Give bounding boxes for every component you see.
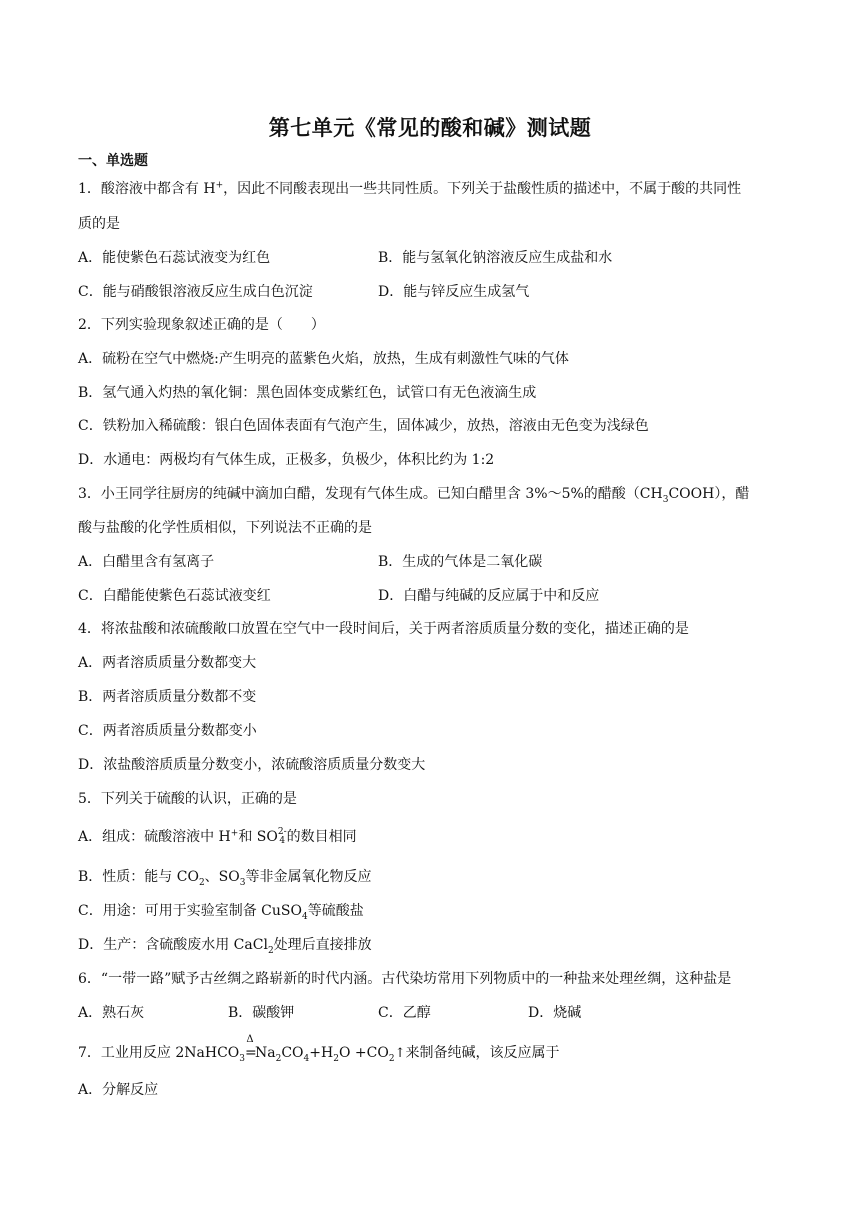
section-heading: 一、单选题 — [78, 153, 148, 169]
question-3-option-c: C．白醋能使紫色石蕊试液变红 — [78, 588, 271, 604]
question-4-option-c: C．两者溶质质量分数都变小 — [78, 723, 257, 739]
question-5-stem: 5．下列关于硫酸的认识，正确的是 — [78, 791, 297, 807]
question-4-option-b: B．两者溶质质量分数都不变 — [78, 689, 257, 705]
question-4-stem: 4．将浓盐酸和浓硫酸敞口放置在空气中一段时间后，关于两者溶质质量分数的变化，描述正确的是 — [78, 621, 689, 637]
question-5-option-a: A．组成：硫酸溶液中 H+和 SO 2- 4 的数目相同 — [78, 827, 357, 846]
question-7-stem: 7．工业用反应 2NaHCO$_3$ Δ $=Na_2CO_4+H_2O$ $+CO_2↑$来制备纯碱，该反应属于 — [78, 1034, 560, 1064]
question-4-option-a: A．两者溶质质量分数都变大 — [78, 655, 257, 671]
question-2-stem: 2．下列实验现象叙述正确的是（ ） — [78, 317, 325, 333]
question-6-stem: 6．“一带一路”赋予古丝绸之路崭新的时代内涵。古代染坊常用下列物质中的一种盐来处理丝绸，这种盐是 — [78, 971, 732, 987]
question-7-option-a: A．分解反应 — [78, 1082, 159, 1098]
question-1-option-c: C．能与硝酸银溶液反应生成白色沉淀 — [78, 284, 313, 300]
question-5-option-d: D．生产：含硫酸废水用 CaCl$_2$处理后直接排放 — [78, 937, 372, 956]
question-6-option-a: A．熟石灰 — [78, 1005, 145, 1021]
question-1-option-a: A．能使紫色石蕊试液变为红色 — [78, 250, 271, 266]
question-3-option-a: A．白醋里含有氢离子 — [78, 554, 215, 570]
question-2-option-d: D．水通电：两极均有气体生成，正极多，负极少，体积比约为 1:2 — [78, 452, 495, 468]
question-2-option-c: C．铁粉加入稀硫酸：银白色固体表面有气泡产生，固体减少，放热，溶液由无色变为浅绿色 — [78, 418, 649, 434]
question-1-option-b: B．能与氢氧化钠溶液反应生成盐和水 — [378, 250, 613, 266]
page-title: 第七单元《常见的酸和碱》测试题 — [268, 116, 592, 140]
question-3-option-d: D．白醋与纯碱的反应属于中和反应 — [378, 588, 600, 604]
question-5-option-c: C．用途：可用于实验室制备 CuSO$_4$等硫酸盐 — [78, 903, 364, 922]
question-6-option-d: D．烧碱 — [528, 1005, 582, 1021]
question-1-option-d: D．能与锌反应生成氢气 — [378, 284, 530, 300]
question-1-stem: 1．酸溶液中都含有 H+，因此不同酸表现出一些共同性质。下列关于盐酸性质的描述中，不属于酸的共同性 — [78, 180, 742, 197]
question-3-stem-cont: 酸与盐酸的化学性质相似，下列说法不正确的是 — [78, 520, 372, 536]
question-2-option-b: B．氢气通入灼热的氧化铜：黑色固体变成紫红色，试管口有无色液滴生成 — [78, 385, 537, 401]
question-6-option-c: C．乙醇 — [378, 1005, 431, 1021]
question-3-option-b: B．生成的气体是二氧化碳 — [378, 554, 543, 570]
question-5-option-b: B．性质：能与 $CO_2$、$SO_3$等非金属氧化物反应 — [78, 869, 372, 888]
question-6-option-b: B．碳酸钾 — [228, 1005, 295, 1021]
question-3-stem: 3．小王同学往厨房的纯碱中滴加白醋，发现有气体生成。已知白醋里含 3%～5%的醋酸$(CH_3COOH)$，醋 — [78, 486, 750, 505]
heating-condition: Δ = — [245, 1034, 257, 1061]
question-2-option-a: A．硫粉在空气中燃烧:产生明亮的蓝紫色火焰，放热，生成有刺激性气味的气体 — [78, 351, 569, 367]
sulfate-charge: 2- 4 — [277, 827, 287, 846]
gas-arrow-icon: ↑ — [394, 1046, 406, 1061]
question-4-option-d: D．浓盐酸溶质质量分数变小，浓硫酸溶质质量分数变大 — [78, 757, 426, 773]
question-1-stem-cont: 质的是 — [78, 216, 120, 232]
